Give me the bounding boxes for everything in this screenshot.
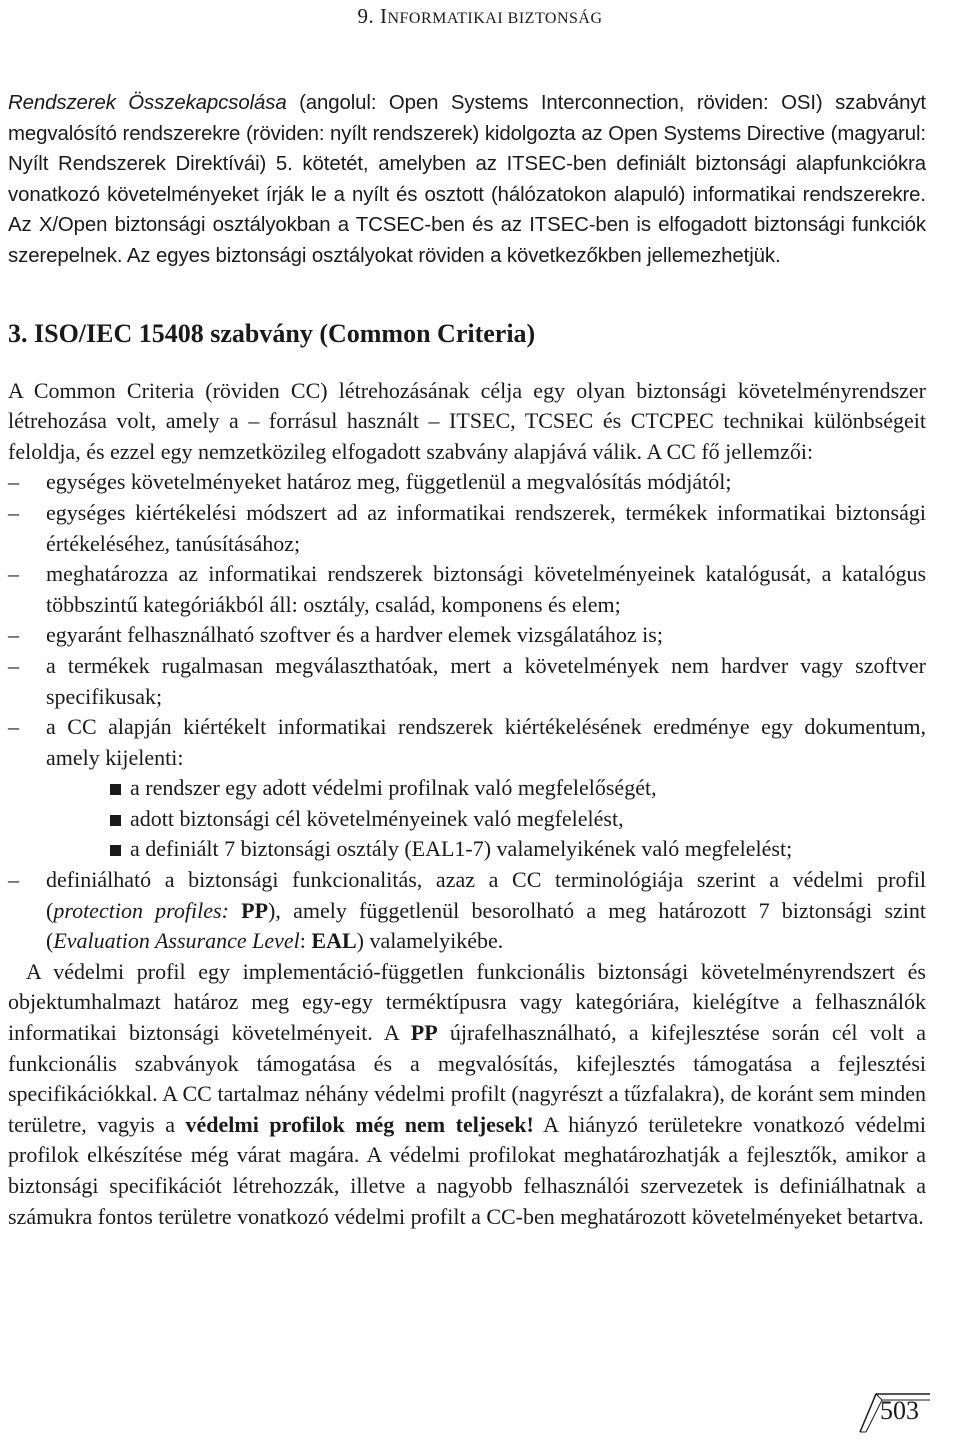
page-number: 503 <box>880 1396 919 1425</box>
last-item-bold-2: EAL <box>311 928 357 954</box>
last-item-italic-2: Evaluation Assurance Level <box>53 928 300 954</box>
chapter-title-initial: I <box>379 4 388 28</box>
para2-text-2: újrafelhasználható, a kifejlesztése során cél volt a funkcionális szabványok támogatása és a megvalósítás, kifejlesztés támogatása a fejlesztési specifikációkkal. A CC tartalmaz néhány védelmi profilt (nagyrészt a tűzfalakra), de koránt sem minden területre, vagyis a <box>8 1020 926 1137</box>
para2-bold-1: PP <box>410 1020 438 1046</box>
last-item-text-1: definiálható a biztonsági funkcionalitás, azaz a CC terminológiája szerint a védelmi profil ( <box>46 867 926 923</box>
page-body <box>8 88 926 1232</box>
list-item <box>8 498 926 559</box>
sub-list-item <box>90 834 926 865</box>
intro-italic: Rendszerek Összekapcsolása <box>8 92 287 114</box>
intro-text: (angolul: Open Systems Interconnection, röviden: OSI) szabványt megvalósító rendszerekre (röviden: nyílt rendszerek) kidolgozta az Open Systems Directive (magyarul: Nyílt Rendszerek Direktívái) 5. kötetét, amelyben az ITSEC-ben definiált biztonsági alapfunkciókra vonatkozó követelményeket írják le a nyílt és osztott (hálózatokon alapuló) informatikai rendszerekre. Az X/Open biztonsági osztályokban a TCSEC-ben és az ITSEC-ben is elfogadott biztonsági funkciók szerepelnek. Az egyes biztonsági osztályokat röviden a következőkben jellemezhetjük. <box>8 92 926 267</box>
intro-paragraph <box>8 88 926 272</box>
para2-text-3: A hiányzó területekre vonatkozó védelmi profilok elkészítése még várat magára. A védelmi profilokat meghatározhatják a fejlesztők, amikor a biztonsági specifikációt létrehozzák, illetve a nagyobb felhasználói szervezetek is definiálhatnak a számukra fontos területre vonatkozó védelmi profilt a CC-ben meghatározott követelményeket betartva. <box>8 1111 926 1229</box>
dash-marker: – <box>8 622 19 648</box>
page-number-badge <box>858 1388 932 1434</box>
list-item-text: meghatározza az informatikai rendszerek biztonsági követelményeinek katalógusát, a katalógus többszintű kategóriákból áll: osztály, család, komponens és elem; <box>46 561 926 617</box>
square-bullet-icon <box>110 784 121 795</box>
list-item-text: a termékek rugalmasan megválaszthatóak, mert a követelmények nem hardver vagy szoftver specifikusak; <box>46 652 926 709</box>
sub-list <box>46 773 926 865</box>
running-header <box>0 4 960 29</box>
last-item-text-4: ) valamelyikébe. <box>356 928 504 954</box>
sub-list-item <box>90 804 926 835</box>
list-item-text: egységes kiértékelési módszert ad az informatikai rendszerek, termékek informatikai biztonsági értékeléséhez, tanúsításához; <box>46 499 926 556</box>
last-item-bold-1: PP <box>241 897 269 923</box>
section-paragraph-2 <box>8 957 926 1232</box>
list-item-text: egységes követelményeket határoz meg, függetlenül a megvalósítás módjától; <box>46 469 732 495</box>
section-paragraph-1: A Common Criteria (röviden CC) létrehozásának célja egy olyan biztonsági követelményrendszer létrehozása volt, amely a – forrásul használt – ITSEC, TCSEC és CTCPEC technikai különbségeit feloldja, és ezzel egy nemzetközileg elfogadott szabvány alapjává válik. A CC fő jellemzői: <box>8 377 926 464</box>
dash-marker: – <box>8 469 19 495</box>
last-item-text-2: ), amely függetlenül besorolható a meg határozott 7 biztonsági szint ( <box>46 897 927 954</box>
feature-list <box>8 467 926 957</box>
chapter-number: 9. <box>357 4 375 28</box>
sub-list-item-text: a definiált 7 biztonsági osztály (EAL1-7) valamelyikének való megfelelést; <box>130 836 793 862</box>
section-heading: 3. ISO/IEC 15408 szabvány (Common Criteria) <box>8 318 536 348</box>
para2-bold-2: védelmi profilok még nem teljesek! <box>185 1111 534 1137</box>
dash-marker: – <box>8 499 19 525</box>
list-item-text: egyaránt felhasználható szoftver és a hardver elemek vizsgálatához is; <box>46 622 663 648</box>
list-item-text: a CC alapján kiértékelt informatikai rendszerek kiértékelésének eredménye egy dokumentum, amely kijelenti: <box>46 714 926 770</box>
last-item-text-3: : <box>299 928 312 954</box>
list-item <box>8 467 926 498</box>
dash-marker: – <box>8 714 19 740</box>
sub-list-item-text: a rendszer egy adott védelmi profilnak való megfelelőségét, <box>130 775 657 801</box>
square-bullet-icon <box>110 815 121 826</box>
para2-text-1: A védelmi profil egy implementáció-független funkcionális biztonsági követelményrendszert és objektumhalmazt határoz meg egy-egy terméktípusra vagy kategóriára, kielégítve a felhasználók informatikai biztonsági követelményeit. A <box>8 958 926 1046</box>
list-item <box>8 651 926 712</box>
last-item-italic-1: protection profiles: <box>53 897 229 923</box>
dash-marker: – <box>8 561 19 587</box>
sub-list-item <box>90 773 926 804</box>
list-item <box>8 620 926 651</box>
list-item <box>8 559 926 620</box>
sub-list-item-text: adott biztonsági cél követelményeinek való megfelelést, <box>130 805 624 831</box>
square-bullet-icon <box>110 845 121 856</box>
dash-marker: – <box>8 867 19 893</box>
chapter-title-rest: NFORMATIKAI BIZTONSÁG <box>387 10 603 27</box>
dash-marker: – <box>8 652 19 678</box>
list-item <box>8 865 926 957</box>
list-item <box>8 712 926 865</box>
